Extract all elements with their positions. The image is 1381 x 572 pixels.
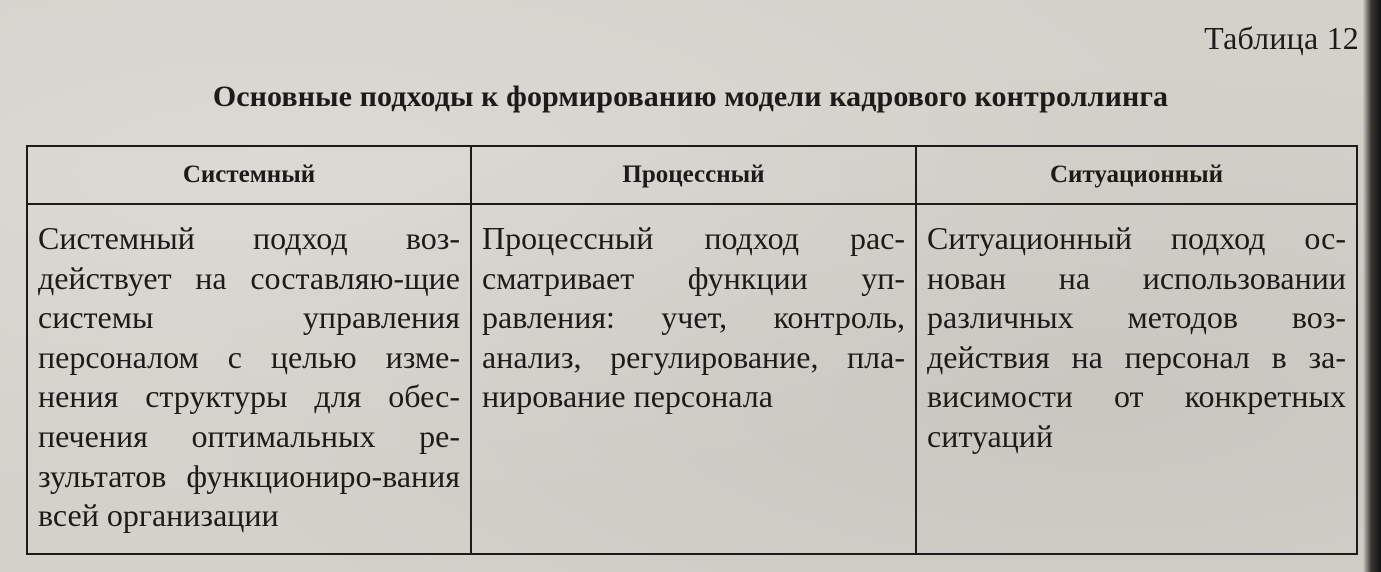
cell-systemic [27, 204, 471, 554]
process-description: Процессный подход рас-сматривает функции уп-равления: учет, контроль, анализ, регулирование, пла-нирование персонала [482, 220, 905, 415]
header-situational: Ситуационный [916, 146, 1357, 204]
approaches-table [26, 145, 1358, 555]
systemic-description: Системный подход воз-действует на составляю-щие системы управления персоналом с целью изме-нения структуры для обес-печения оптимальных ре-зультатов функциониро-вания всей организации [38, 220, 460, 534]
cell-situational [916, 204, 1357, 554]
situational-description: Ситуационный подход ос-нован на использовании различных методов воз-действия на персонал в за-висимости от конкретных ситуаций [927, 220, 1346, 454]
cell-process [471, 204, 916, 554]
header-process: Процессный [471, 146, 916, 204]
table-row [27, 204, 1357, 554]
header-systemic: Системный [27, 146, 471, 204]
header-row [27, 146, 1357, 204]
table-title: Основные подходы к формированию модели кадрового контроллинга [212, 80, 1169, 113]
table-number: Таблица 12 [1204, 20, 1359, 56]
